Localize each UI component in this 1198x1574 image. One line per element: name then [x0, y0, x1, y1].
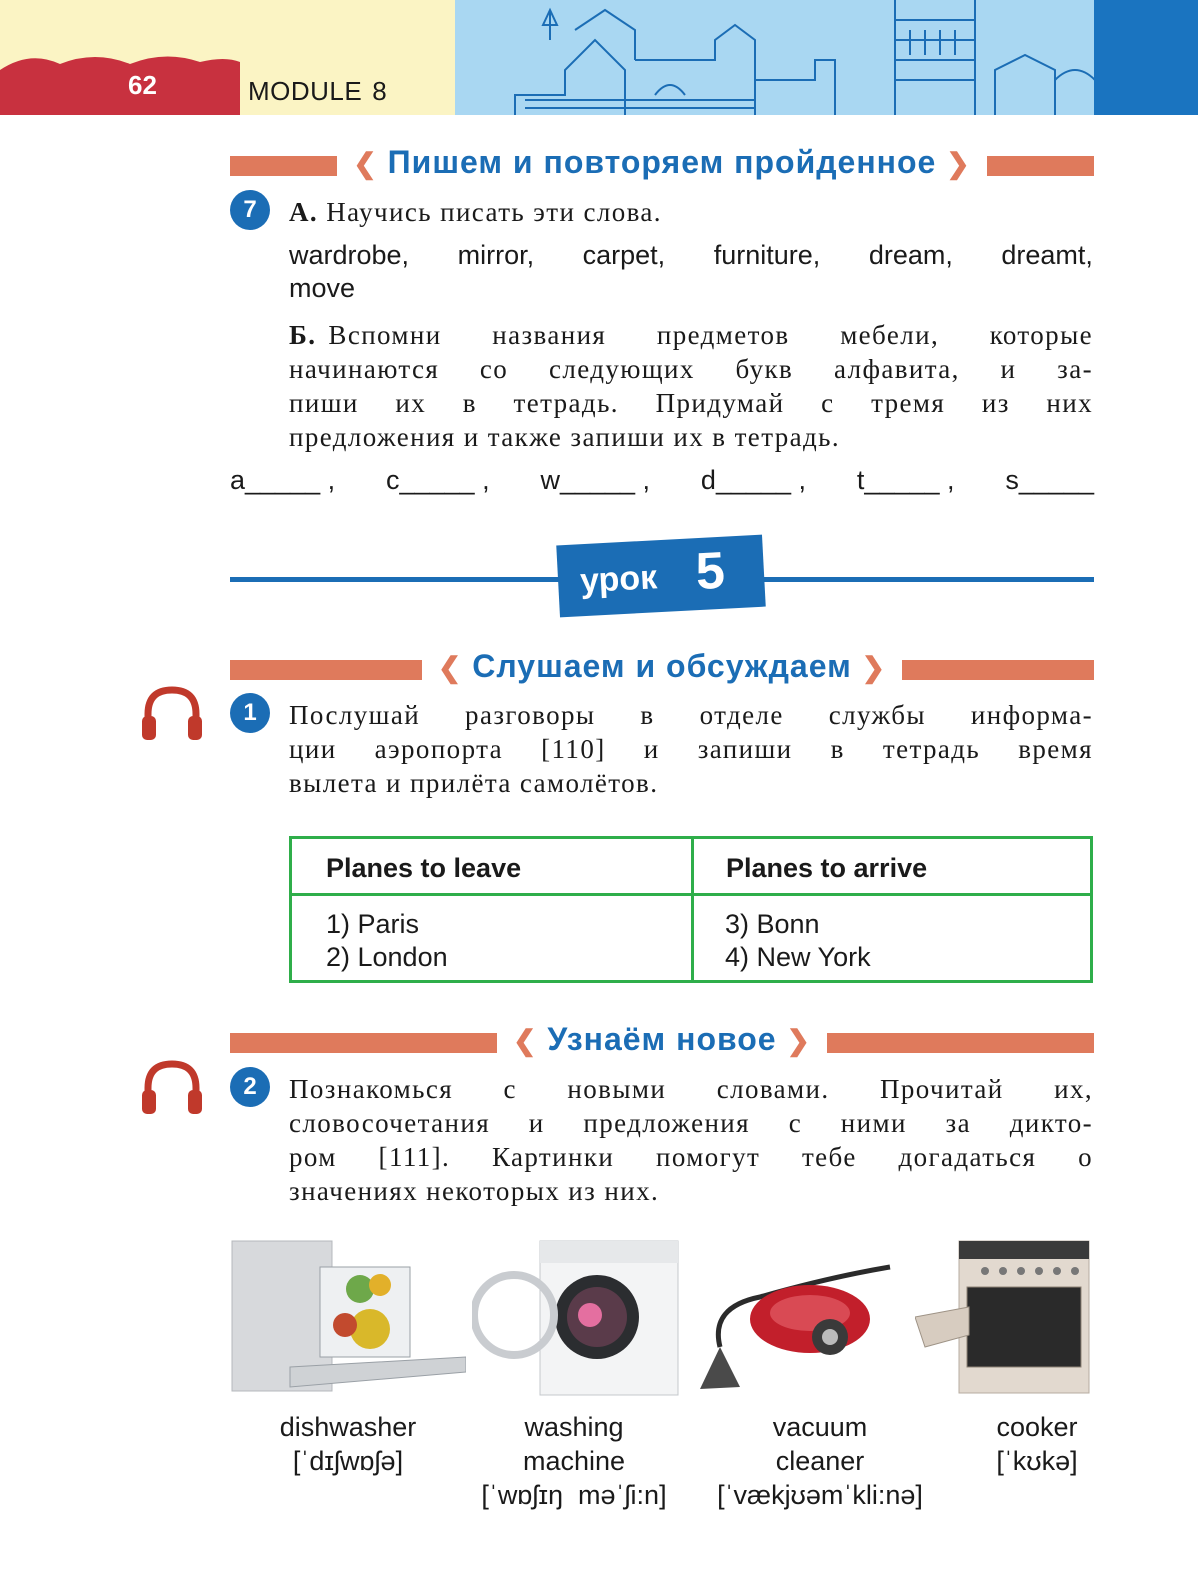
text-line: значениях некоторых из них.	[289, 1176, 660, 1206]
section-banner-writing: ❮ Пишем и повторяем пройденное ❯	[230, 150, 1094, 172]
part-a-instruction	[289, 195, 662, 229]
letter-blank: c_____ ,	[385, 465, 490, 495]
lesson-badge	[556, 535, 765, 618]
section-banner-new: ❮ Узнаём новое ❯	[230, 1027, 1094, 1049]
vacuum-cleaner-image	[690, 1237, 912, 1397]
exercise-number-2: 2	[230, 1067, 270, 1107]
exercise-number-1: 1	[230, 693, 270, 733]
word: furniture,	[713, 240, 821, 270]
part-b-label: Б.	[289, 320, 317, 350]
caption-word: dishwasher	[279, 1412, 417, 1442]
letter-blank: w_____ ,	[540, 465, 651, 495]
headphones-icon	[140, 1058, 204, 1118]
flights-table	[289, 836, 1093, 983]
header-red-wave	[0, 50, 240, 115]
caption-vacuum-cleaner	[712, 1410, 928, 1512]
table-cell: 4) New York	[725, 942, 871, 972]
caption-word: cleaner	[775, 1446, 865, 1476]
caption-word: vacuum	[772, 1412, 868, 1442]
word: carpet,	[582, 240, 666, 270]
caption-transcription: [ˈwɒʃɪŋ məˈʃi:n]	[481, 1480, 667, 1510]
table-header-leave: Planes to leave	[326, 853, 522, 883]
word: dreamt,	[1001, 240, 1093, 270]
module-label: MODULE	[248, 76, 363, 106]
text-line: словосочетания и предложения с ними за дикто-	[289, 1108, 1093, 1138]
exercise-2-text	[289, 1072, 1093, 1208]
table-cell: 3) Bonn	[725, 909, 820, 939]
exercise-1-text	[289, 698, 1093, 800]
text-line: Послушай разговоры в отделе службы информа-	[289, 700, 1093, 730]
table-cell: 1) Paris	[326, 909, 420, 939]
module-title	[248, 76, 387, 107]
caption-word: cooker	[996, 1412, 1078, 1442]
letter-blank: a_____ ,	[230, 465, 336, 495]
letters-row	[230, 465, 1094, 496]
table-header-arrive: Planes to arrive	[726, 853, 928, 883]
word: mirror,	[457, 240, 535, 270]
text-line: вылета и прилёта самолётов.	[289, 768, 659, 798]
table-cell: 2) London	[326, 942, 448, 972]
lesson-word: урок	[579, 558, 659, 601]
headphones-icon	[140, 684, 204, 744]
caption-word: machine	[522, 1446, 626, 1476]
cooker-image	[915, 1237, 1093, 1397]
text-line: ром [111]. Картинки помогут тебе догадаться о	[289, 1142, 1093, 1172]
lesson-number: 5	[694, 541, 727, 602]
words-line-1	[289, 240, 1093, 271]
part-b-line: пиши их в тетрадь. Придумай с тремя из них	[289, 388, 1093, 418]
letter-blank: s_____	[1005, 465, 1094, 495]
header-city-illustration	[455, 0, 1095, 115]
word: wardrobe,	[289, 240, 410, 270]
word: dream,	[868, 240, 953, 270]
caption-word: washing	[524, 1412, 624, 1442]
part-b-line: начинаются со следующих букв алфавита, и за-	[289, 354, 1093, 384]
part-b-paragraph	[289, 318, 1093, 454]
exercise-number-7: 7	[230, 190, 270, 230]
module-number: 8	[372, 76, 388, 106]
letter-blank: d_____ ,	[700, 465, 807, 495]
section-title-listen: Слушаем и обсуждаем	[472, 648, 852, 684]
caption-dishwasher	[230, 1410, 466, 1478]
section-title-new: Узнаём новое	[547, 1021, 777, 1057]
page-number: 62	[128, 70, 157, 100]
words-line-2: move	[289, 273, 356, 303]
letter-blank: t_____ ,	[856, 465, 955, 495]
caption-transcription: [ˈkʊkə]	[996, 1446, 1078, 1476]
city-skyline-icon	[455, 0, 1095, 115]
caption-washing-machine	[462, 1410, 686, 1512]
caption-transcription: [ˈdɪʃwɒʃə]	[292, 1446, 404, 1476]
header-blue-block	[1094, 0, 1198, 115]
caption-cooker	[970, 1410, 1104, 1478]
section-title-writing: Пишем и повторяем пройденное	[387, 144, 937, 180]
section-banner-listen: ❮ Слушаем и обсуждаем ❯	[230, 654, 1094, 676]
caption-transcription: [ˈvækjʊəmˈkli:nə]	[717, 1480, 923, 1510]
part-a-text: Научись писать эти слова.	[326, 197, 662, 227]
text-line: Познакомься с новыми словами. Прочитай их,	[289, 1074, 1093, 1104]
part-a-label: А.	[289, 197, 319, 227]
part-b-line: предложения и также запиши их в тетрадь.	[289, 422, 841, 452]
text-line: ции аэропорта [110] и запиши в тетрадь время	[289, 734, 1093, 764]
dishwasher-image	[230, 1237, 466, 1397]
washing-machine-image	[472, 1237, 680, 1397]
part-b-line: Вспомни названия предметов мебели, которые	[328, 320, 1093, 350]
